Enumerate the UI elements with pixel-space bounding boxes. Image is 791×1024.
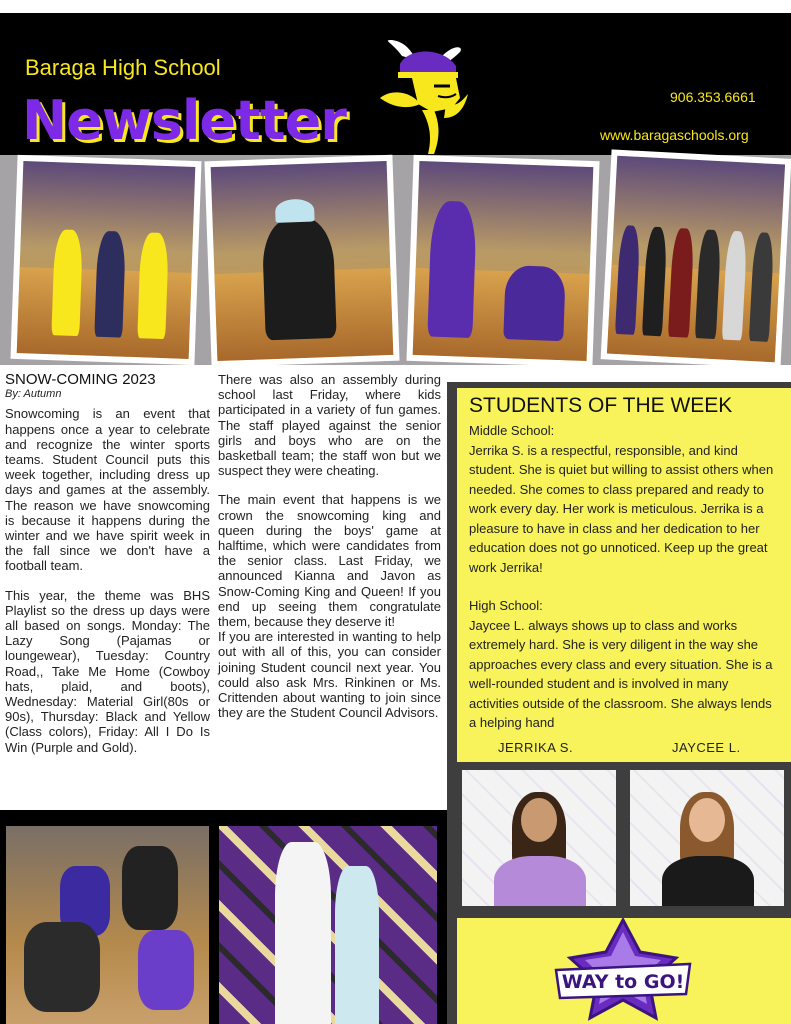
viking-head-icon bbox=[372, 38, 472, 154]
middle-school-text: Jerrika S. is a respectful, responsible, and kind student. She is quiet but willing to assist others when needed. She comes to class prepared and ready to work every day. Her work is meticulous. Jerrika is a pleasure to have in class and her dedication to her education does not go unnoticed. Keep up the great work Jerrika! bbox=[469, 442, 774, 575]
article-column-2 bbox=[218, 372, 441, 720]
assembly-game-photo bbox=[406, 155, 599, 367]
staff-vs-students-photo bbox=[601, 149, 791, 368]
student-name-1: JERRIKA S. bbox=[498, 740, 574, 755]
students-of-week-box bbox=[457, 388, 791, 758]
middle-school-label: Middle School: bbox=[469, 423, 555, 438]
students-of-week-heading: STUDENTS OF THE WEEK bbox=[469, 394, 733, 417]
whipped-cream-hat-photo bbox=[204, 155, 399, 367]
article-paragraph: The main event that happens is we crown the snowcoming king and queen during the boys' game at halftime, which were candidates from the senior class. Last Friday, we announced Kianna and Javon as Snow-Coming King and Queen! If you end up seeing them congratulate them, because they deserve it! bbox=[218, 492, 441, 630]
article-paragraph: If you are interested in wanting to help out with all of this, you can consider joining Student council next year. You could also ask Mrs. Rinkinen or Ms. Crittenden about wanting to join since they are the Student Council Advisors. bbox=[218, 629, 441, 721]
article-paragraph: This year, the theme was BHS Playlist so the dress up days were all based on songs. Monday: The Lazy Song (Pajamas or loungewear), Tuesday: Country Road,, Take Me Home (Cowboy hats, plaid, and boots), Wednesday: Material Girl(80s or 90s), Thursday: Black and Yellow (Class colors), Friday: All I Do Is Win (Purple and Gold). bbox=[5, 587, 210, 755]
phone-number: 906.353.6661 bbox=[670, 89, 756, 105]
school-name: Baraga High School bbox=[25, 55, 221, 80]
article-paragraph: There was also an assembly during school last Friday, where kids participated in a variety of fun games. The staff played against the senior girls and boys who are on the basketball team; the staff won but we suspect they were cheating. bbox=[218, 372, 441, 479]
article-byline: By: Autumn bbox=[5, 388, 62, 401]
students-jerseys-photo bbox=[6, 826, 209, 1024]
student-photo-jerrika bbox=[462, 770, 616, 906]
high-school-label: High School: bbox=[469, 598, 543, 613]
website-link[interactable]: www.baragaschools.org bbox=[600, 127, 749, 143]
article-column-1 bbox=[5, 372, 210, 755]
student-photo-jaycee bbox=[630, 770, 784, 906]
way-to-go-star-icon bbox=[548, 918, 698, 1024]
high-school-text: Jaycee L. always shows up to class and works extremely hard. She is very diligent in the way she approaches every class and every situation. She is a well-rounded student and is involved in many activities outside of the classroom. She always lends a helping hand bbox=[469, 617, 773, 730]
student-name-2: JAYCEE L. bbox=[672, 740, 741, 755]
newsletter-title: Newsletter bbox=[22, 89, 346, 152]
basketball-game-photo bbox=[10, 155, 201, 365]
student-names-row bbox=[457, 740, 791, 762]
article-paragraph: Snowcoming is an event that happens once a year to celebrate and recognize the winter sports teams. Student Council puts this week together, including dress up days and games at the assembly. The reason we have snowcoming is because it happens during the winter and we have spirit week in the fall since we don't have a football team. bbox=[5, 406, 210, 574]
article-title: SNOW-COMING 2023 bbox=[5, 371, 156, 388]
king-queen-photo bbox=[219, 826, 437, 1024]
badge-text: WAY to GO! bbox=[561, 971, 685, 993]
